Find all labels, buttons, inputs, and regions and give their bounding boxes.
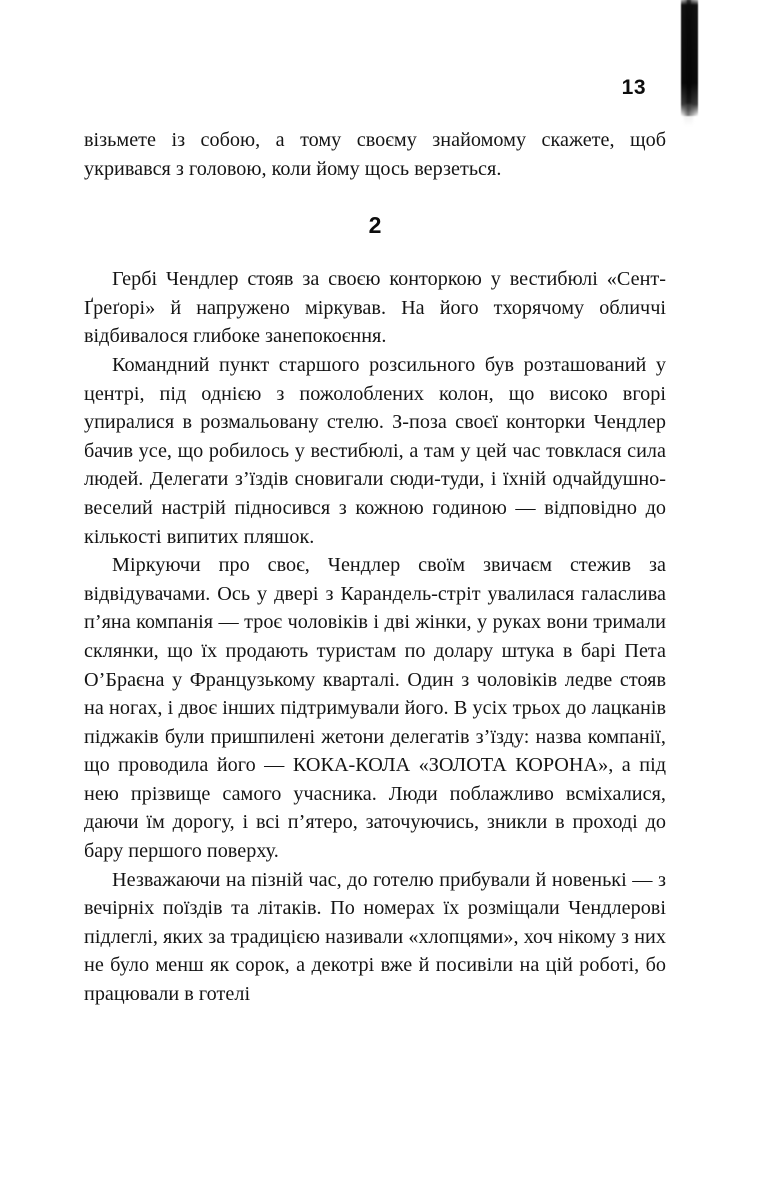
paragraph-3: Міркуючи про своє, Чендлер своїм звичаєм стежив за відвідувачами. Ось у двері з Карандель-стріт увалилася галаслива п’яна компанія — троє чоловіків і дві жінки, у руках вони тримали склянки, що їх продають туристам по долару штука в барі Пета О’Браєна у Французькому кварталі. Один з чоловіків ледве стояв на ногах, і двоє інших підтримували його. В усіх трьох до лацканів піджаків були пришпилені жетони делегатів з’їзду: назва компанії, що проводила його — КОКА-КОЛА «ЗОЛОТА КОРОНА», а під нею прізвище самого учасника. Люди поблажливо всміхалися, даючи їм дорогу, і всі п’ятеро, заточуючись, зникли в проході до бару першого поверху.: [84, 554, 666, 863]
scan-artifact-streak-icon: [681, 0, 698, 116]
chapter-number-heading: 2: [368, 212, 382, 239]
paragraph-2: Командний пункт старшого розсильного був розташований у центрі, під однією з пожолоблених колон, що високо вгорі упиралися в розмальовану стелю. З-поза своєї конторки Чендлер бачив усе, що робилось у вестибюлі, а там у цей час товклася сила людей. Делегати з’їздів сновигали сюди-туди, і їхній одчайдушно-веселий настрій підносився з кожною годиною — відповідно до кількості випитих пляшок.: [84, 353, 666, 548]
paragraph-4: Незважаючи на пізній час, до готелю прибували й новенькі — з вечірніх поїздів та літаків. По номерах їх розміщали Чендлерові підлеглі, яких за традицією називали «хлопцями», хоч нікому з них не було менш як сорок, а декотрі вже й посивіли на цій роботі, бо працювали в готелі: [84, 868, 666, 1006]
continued-paragraph: візьмете із собою, а тому своєму знайомому скажете, щоб укривався з головою, коли йому щось верзеться.: [84, 129, 666, 180]
scan-artifact-streak-core-icon: [687, 0, 691, 112]
paragraph-1: Гербі Чендлер стояв за своєю конторкою у вестибюлі «Сент-Ґреґорі» й напружено міркував. На його тхорячому обличчі відбивалося глибоке занепокоєння.: [84, 268, 666, 348]
scan-artifact-streak-tail-icon: [684, 104, 693, 126]
page-text-block: [84, 126, 666, 1009]
page-number: 13: [621, 76, 646, 99]
